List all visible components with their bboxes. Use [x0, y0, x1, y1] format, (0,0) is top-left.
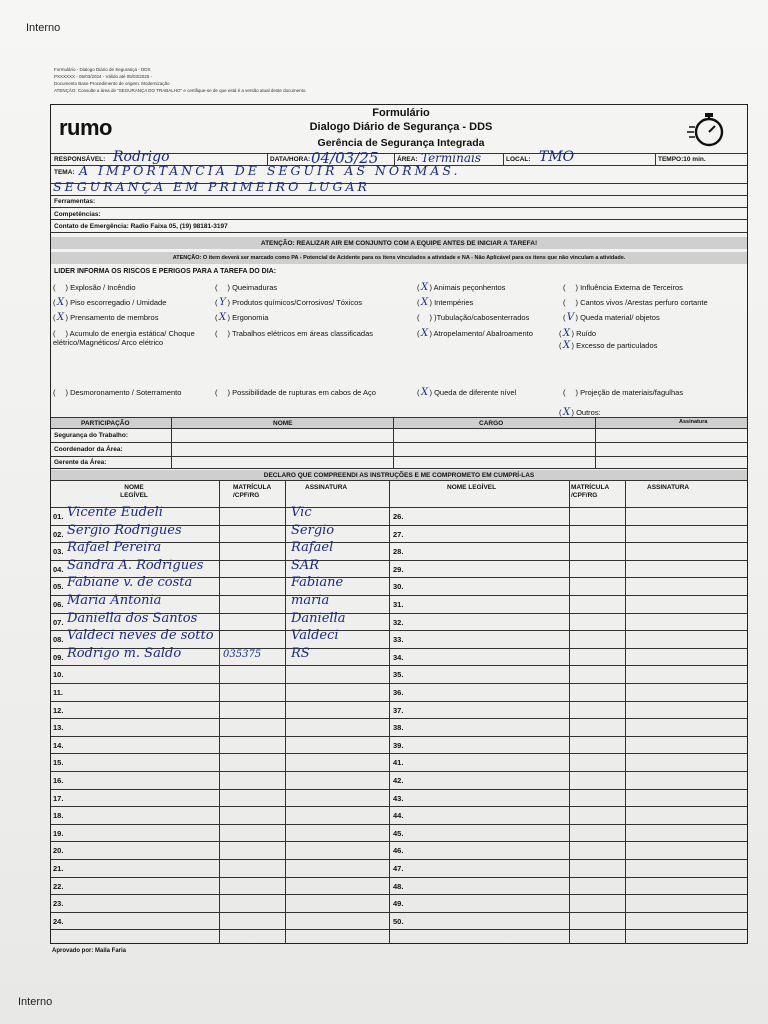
row-number: 28.	[393, 547, 404, 557]
risk-checkbox[interactable]: (X)	[417, 282, 434, 293]
matricula-field[interactable]: 035375	[223, 648, 262, 660]
row-number: 45.	[393, 828, 404, 838]
risk-checkbox[interactable]: (X)	[559, 340, 577, 351]
rule	[285, 480, 286, 944]
risk-mark: X	[56, 297, 65, 308]
row-number: 08.	[53, 635, 64, 645]
risk-label: Produtos químicos/Corrosivos/ Tóxicos	[232, 298, 363, 307]
rule	[51, 718, 747, 719]
risk-checkbox[interactable]: (X)	[417, 328, 434, 339]
risk-label: Excesso de particulados	[576, 341, 658, 350]
risk-item	[559, 408, 749, 417]
row-number: 39.	[393, 740, 404, 750]
row-number: 35.	[393, 670, 404, 680]
risk-checkbox[interactable]: ( )	[215, 283, 233, 292]
row-number: 03.	[53, 547, 64, 557]
risk-mark: X	[562, 407, 571, 418]
rule	[51, 824, 747, 825]
rule	[51, 701, 747, 702]
risk-checkbox[interactable]: (V)	[563, 312, 581, 323]
row-number: 14.	[53, 740, 64, 750]
rule	[51, 806, 747, 807]
risk-item	[563, 298, 753, 307]
responsavel-label: RESPONSÁVEL:	[54, 156, 106, 163]
name-field[interactable]: Rafael Pereira	[67, 540, 162, 556]
row-number: 22.	[53, 881, 64, 891]
area-label: ÁREA:	[397, 156, 418, 163]
name-field[interactable]: Valdeci neves de sotto	[67, 628, 214, 644]
risk-item	[559, 329, 749, 338]
risk-checkbox[interactable]: (X)	[53, 312, 71, 323]
competencias-label: Competências:	[54, 211, 101, 218]
tema-label: TEMA:	[54, 169, 75, 176]
risk-item	[563, 313, 753, 322]
row-number: 13.	[53, 723, 64, 733]
risk-label: Queda material/ objetos	[580, 313, 660, 322]
rule	[51, 683, 747, 684]
attention-pa-na: ATENÇÃO: O item deverá ser marcado como PA - Potencial de Acidente para os itens vinculados a atividade e NA - Não Aplicável para os itens que não vinculam a atividade.	[172, 255, 626, 261]
row-number: 30.	[393, 582, 404, 592]
signature-field[interactable]: Sergio	[291, 522, 335, 538]
risk-label: Ergonomia	[232, 313, 269, 322]
participation-header-bar	[51, 418, 747, 428]
rule	[51, 468, 747, 469]
rule	[389, 480, 390, 944]
rule	[51, 456, 747, 457]
risk-item	[559, 341, 749, 350]
participation-row-label: Segurança do Trabalho:	[54, 432, 129, 439]
risk-label: Explosão / Incêndio	[70, 283, 136, 292]
doc-header-line: Formulário - Dialogo Diário de Segurança - DDS	[54, 67, 151, 72]
name-field[interactable]: Maria Antonia	[67, 593, 162, 608]
responsavel-field[interactable]: Rodrigo	[113, 149, 170, 165]
row-number: 47.	[393, 864, 404, 873]
row-number: 31.	[393, 600, 404, 609]
row-number: 18.	[53, 811, 64, 821]
rule	[595, 418, 596, 468]
risk-label: Outros:	[576, 408, 601, 417]
risk-mark: X	[562, 328, 571, 339]
risk-label: Prensamento de membros	[70, 313, 159, 322]
risk-label: Ruído	[576, 329, 597, 338]
rule	[51, 480, 747, 481]
row-number: 21.	[53, 864, 64, 873]
tema-field-line2[interactable]: SEGURANÇA EM PRIMEIRO LUGAR	[53, 179, 370, 194]
signature-field[interactable]: RS	[291, 645, 310, 661]
doc-header-line: PXXXXXX - 05/03/2024 - Válido até 05/03/2025 -	[54, 74, 153, 79]
risk-label: Desmoronamento / Soterramento	[70, 388, 182, 397]
rule	[51, 912, 747, 913]
risk-mark: X	[218, 312, 227, 323]
risk-mark: X	[562, 340, 571, 351]
classification-top: Interno	[26, 22, 61, 34]
risk-checkbox[interactable]: ( )	[563, 388, 581, 397]
local-field[interactable]: TMO	[539, 149, 575, 165]
name-field[interactable]: Fabiane v. de costa	[67, 575, 193, 591]
row-number: 44.	[393, 811, 404, 821]
row-number: 50.	[393, 916, 404, 926]
rule	[625, 480, 626, 944]
row-number: 26.	[393, 512, 404, 521]
rule	[51, 428, 747, 429]
signature-field[interactable]: Valdeci	[291, 628, 339, 644]
row-number: 19.	[53, 828, 64, 838]
name-field[interactable]: Rodrigo m. Saldo	[67, 645, 182, 661]
row-number: 16.	[53, 776, 64, 785]
row-number: 36.	[393, 688, 404, 697]
rumo-logo: rumo	[59, 115, 112, 140]
risk-item	[215, 283, 405, 292]
name-field[interactable]: Vicente Eudeli	[67, 505, 163, 520]
row-number: 27.	[393, 529, 404, 539]
risk-mark: Y	[219, 297, 226, 308]
row-number: 06.	[53, 600, 64, 609]
risk-label: )Tubulação/cabosenterrados	[434, 313, 530, 322]
area-field[interactable]: Terminais	[421, 151, 482, 165]
row-number: 43.	[393, 793, 404, 803]
nome-header: NOME	[273, 420, 293, 427]
row-number: 10.	[53, 670, 64, 680]
dds-form	[50, 104, 748, 944]
risk-item	[417, 329, 547, 338]
signature-field[interactable]: Daniella	[291, 610, 346, 626]
rule	[51, 665, 747, 666]
risk-label: Possibilidade de rupturas em cabos de Aço	[232, 388, 376, 397]
row-number: 29.	[393, 564, 404, 574]
row-number: 32.	[393, 617, 404, 627]
rule	[503, 153, 504, 165]
rule	[51, 183, 747, 184]
risk-checkbox[interactable]: (X)	[417, 387, 435, 398]
ferramentas-label: Ferramentas:	[54, 198, 96, 205]
rule	[655, 153, 656, 165]
risk-checkbox[interactable]: (X)	[53, 297, 71, 308]
risk-mark: X	[420, 387, 429, 398]
signature-field[interactable]: Fabiane	[291, 575, 344, 591]
row-number: 12.	[53, 705, 64, 715]
risk-label: Queda de diferente nível	[434, 388, 517, 397]
risk-checkbox[interactable]: ( )	[53, 388, 71, 397]
risk-mark: X	[420, 328, 429, 339]
signature-field[interactable]: SAR	[291, 557, 320, 573]
attention-air: ATENÇÃO: REALIZAR AIR EM CONJUNTO COM A EQUIPE ANTES DE INICIAR A TAREFA!	[260, 240, 538, 247]
form-title: Formulário	[372, 107, 430, 119]
signature-field[interactable]: maria	[291, 593, 330, 608]
rule	[51, 877, 747, 878]
row-number: 37.	[393, 705, 404, 715]
risk-item	[215, 329, 405, 338]
rule	[51, 442, 747, 443]
risk-checkbox[interactable]: ( Y )	[215, 297, 233, 308]
assinatura-header: ASSINATURA	[305, 484, 348, 491]
risk-mark: X	[420, 282, 429, 293]
row-number: 33.	[393, 635, 404, 645]
rule	[51, 894, 747, 895]
risk-checkbox[interactable]: ( )	[53, 283, 71, 292]
rule	[219, 480, 220, 944]
rule	[51, 207, 747, 208]
rule	[51, 232, 747, 233]
risk-item	[563, 283, 753, 292]
participation-row-label: Gerente da Área:	[54, 459, 107, 466]
risk-mark: X	[420, 297, 429, 308]
row-number: 07.	[53, 617, 64, 627]
row-number: 34.	[393, 652, 404, 662]
nome-legivel-header-right: NOME LEGÍVEL	[447, 484, 497, 491]
contato-emergencia: Contato de Emergência: Radio Faixa 05, (19) 98181-3197	[54, 223, 228, 230]
participation-row-label: Coordenador da Área:	[54, 446, 123, 453]
risk-mark: X	[56, 312, 65, 323]
row-number: 23.	[53, 899, 64, 909]
rule	[51, 841, 747, 842]
risk-checkbox[interactable]: (X)	[559, 328, 577, 339]
stopwatch-icon	[687, 111, 727, 149]
risk-label: Animais peçonhentos	[433, 283, 506, 292]
participation-header: PARTICIPAÇÃO	[81, 420, 130, 427]
risk-item	[215, 313, 405, 322]
row-number: 04.	[53, 564, 64, 574]
row-number: 46.	[393, 846, 404, 856]
rule	[51, 219, 747, 220]
rule	[393, 418, 394, 468]
risk-label: Influência Externa de Terceiros	[580, 283, 683, 292]
row-number: 11.	[53, 688, 64, 697]
risk-checkbox[interactable]: ( )	[563, 298, 581, 307]
rule	[569, 480, 570, 944]
risk-item	[53, 388, 183, 397]
row-number: 02.	[53, 529, 64, 539]
form-subtitle: Dialogo Diário de Segurança - DDS	[309, 121, 493, 133]
row-number: 42.	[393, 776, 404, 785]
cargo-header: CARGO	[479, 420, 504, 427]
row-number: 41.	[393, 758, 404, 768]
risk-item	[215, 388, 415, 397]
row-number: 38.	[393, 723, 404, 733]
row-number: 24.	[53, 916, 64, 926]
rule	[51, 771, 747, 772]
risk-item	[53, 329, 203, 347]
risk-label: Piso escorregadio / Umidade	[70, 298, 167, 307]
risk-label: Trabalhos elétricos em áreas classificadas	[231, 329, 373, 338]
matricula-header: MATRÍCULA /CPF/RG	[233, 484, 271, 499]
matricula-header-right: MATRÍCULA /CPF/RG	[571, 484, 609, 499]
row-number: 05.	[53, 582, 64, 592]
assinatura-header: Assinatura	[679, 419, 708, 425]
local-label: LOCAL:	[506, 156, 531, 163]
rule	[51, 929, 747, 930]
row-number: 49.	[393, 899, 404, 909]
approved-by: Aprovado por: Maila Faria	[52, 948, 127, 954]
nome-legivel-header: NOME LEGÍVEL	[120, 484, 148, 499]
risk-checkbox[interactable]: ( )	[563, 283, 581, 292]
risk-checkbox[interactable]: (X)	[215, 312, 233, 323]
risk-checkbox[interactable]: ( )	[215, 388, 233, 397]
tema-field[interactable]: A IMPORTANCIA DE SEGUIR AS NORMAS.	[79, 163, 461, 178]
risk-mark: V	[566, 312, 575, 323]
signature-field[interactable]: Vic	[291, 505, 312, 520]
data-field[interactable]: 04/03/25	[311, 149, 379, 167]
risk-label: Atropelamento/ Abalroamento	[433, 329, 533, 338]
row-number: 17.	[53, 793, 64, 803]
declaration-text: DECLARO QUE COMPREENDI AS INSTRUÇÕES E ME COMPROMETO EM CUMPRÍ-LAS	[263, 472, 535, 479]
rule	[51, 195, 747, 196]
data-label: DATA/HORA:	[270, 156, 311, 163]
row-number: 09.	[53, 652, 64, 662]
form-department: Gerência de Segurança Integrada	[317, 137, 485, 149]
classification-bottom: Interno	[18, 996, 53, 1008]
doc-header-line: ATENÇÃO: Consulte a área de "SEGURANÇA DO TRABALHO" e certifique-se de que está é a versão atual deste documento.	[54, 88, 307, 93]
risk-item	[215, 298, 405, 307]
name-field[interactable]: Daniella dos Santos	[67, 610, 198, 626]
doc-header-line: Documento Base Procedimento de origem: Modernização	[54, 81, 170, 86]
risk-checkbox[interactable]: ( )	[215, 329, 232, 338]
row-number: 15.	[53, 758, 64, 768]
row-number: 48.	[393, 881, 404, 891]
risk-label: Intempéries	[434, 298, 474, 307]
rule	[51, 736, 747, 737]
rule	[51, 789, 747, 790]
risks-header: LIDER INFORMA OS RISCOS E PERIGOS PARA A TAREFA DO DIA:	[54, 268, 277, 275]
risk-label: Cantos vivos /Arestas perfuro cortante	[580, 298, 708, 307]
rule	[51, 753, 747, 754]
risk-label: Projeção de materiais/fagulhas	[580, 388, 684, 397]
row-number: 01.	[53, 512, 64, 521]
risk-label: Acumulo de energia estática/ Choque elétrico/Magnéticos/ Arco elétrico	[53, 329, 195, 347]
risk-checkbox[interactable]: ( )	[53, 329, 70, 338]
tempo-label: TEMPO:10 min.	[658, 156, 706, 163]
name-field[interactable]: Sandra A. Rodrigues	[67, 557, 204, 573]
risk-checkbox[interactable]: ( )	[417, 313, 435, 322]
risk-label: Queimaduras	[232, 283, 278, 292]
row-number: 20.	[53, 846, 64, 856]
risk-checkbox[interactable]: (X)	[417, 297, 435, 308]
rule	[51, 859, 747, 860]
rule	[171, 418, 172, 468]
document-header-info	[54, 66, 307, 94]
name-field[interactable]: Sergio Rodrigues	[67, 522, 182, 538]
risk-checkbox[interactable]: (X)	[559, 407, 577, 418]
risk-item	[563, 388, 753, 397]
assinatura-header-right: ASSINATURA	[647, 484, 690, 491]
signature-field[interactable]: Rafael	[291, 540, 334, 556]
